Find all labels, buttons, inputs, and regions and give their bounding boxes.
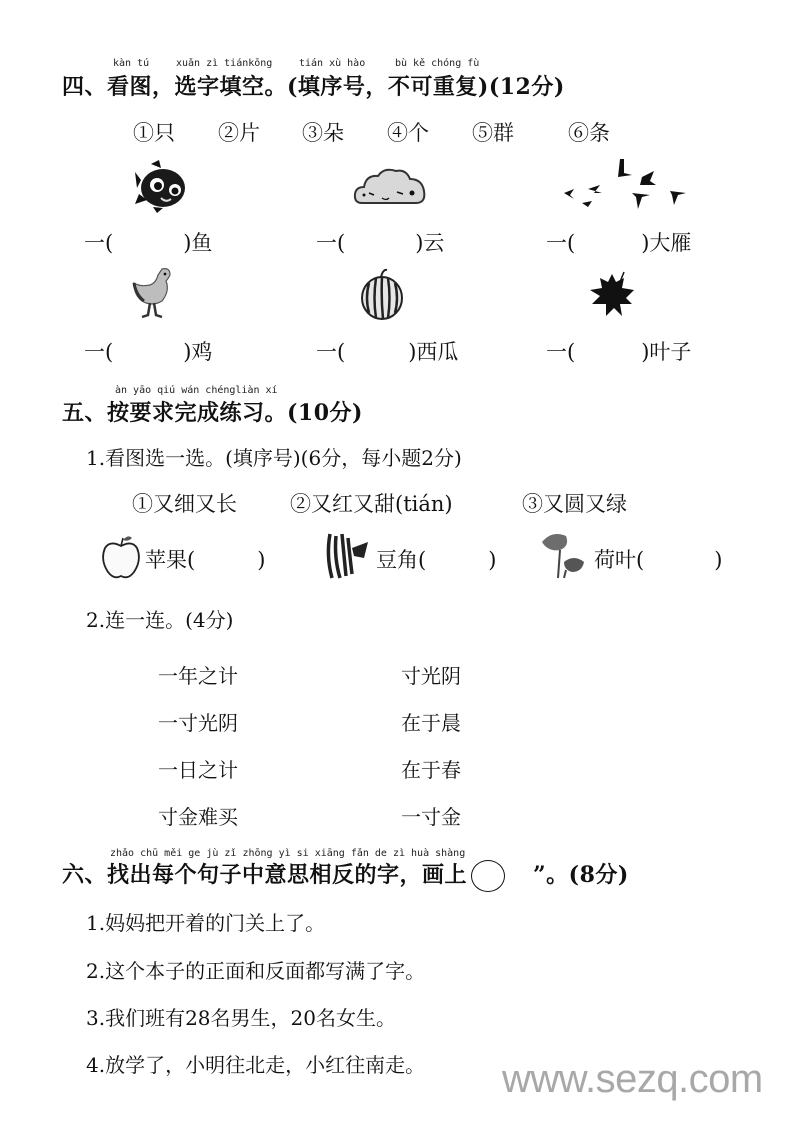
apple-answer: 苹果( ) (145, 548, 266, 572)
option-4: ④个 (387, 121, 429, 145)
q1-option-2: ②又红又甜(tián) (290, 492, 453, 516)
pinyin-tianxuhao: tián xù hào (299, 58, 366, 69)
chicken-icon (130, 265, 178, 321)
circle-mark-icon (471, 860, 505, 892)
fish-icon (133, 158, 191, 214)
option-1: ①只 (133, 121, 175, 145)
cloud-icon (352, 165, 428, 207)
watermark: www.sezq.com (502, 1057, 763, 1101)
blank-leaf: 一( )叶子 (546, 340, 692, 364)
wild-geese-icon (558, 155, 688, 213)
blank-geese: 一( )大雁 (546, 231, 692, 255)
match-left-1[interactable]: 一年之计 (158, 664, 238, 688)
section5-pinyin: àn yāo qiú wán chéngliàn xí (115, 385, 278, 396)
match-left-3[interactable]: 一日之计 (158, 758, 238, 782)
bean-icon (322, 530, 370, 580)
pinyin-kantu: kàn tú (113, 58, 150, 69)
watermelon-icon (359, 267, 405, 321)
q2-title: 2.连一连。(4分) (86, 608, 234, 632)
blank-fish: 一( )鱼 (84, 231, 213, 255)
section6-title: 六、找出每个句子中意思相反的字，画上 ”。(8分) (62, 858, 629, 892)
leaf-icon (586, 270, 640, 318)
apple-icon (100, 532, 142, 580)
option-5: ⑤群 (472, 121, 514, 145)
lotus-leaf-icon (538, 530, 590, 580)
sentence-2[interactable]: 2.这个本子的正面和反面都写满了字。 (86, 959, 426, 983)
match-right-1[interactable]: 寸光阴 (401, 664, 461, 688)
option-2: ②片 (218, 121, 260, 145)
option-6: ⑥条 (568, 121, 610, 145)
q1-title: 1.看图选一选。(填序号)(6分，每小题2分) (86, 446, 462, 470)
section6-pinyin: zhǎo chū měi ge jù zǐ zhōng yì si xiāng fǎn de zì huà shàng (110, 848, 466, 859)
section4-title: 四、看图，选字填空。(填序号，不可重复)(12分) (62, 74, 565, 100)
lotus-answer: 荷叶( ) (594, 548, 723, 572)
pinyin-xuanzi: xuǎn zì tiánkōng (176, 58, 273, 69)
match-right-4[interactable]: 一寸金 (401, 805, 461, 829)
pinyin-bukechongfu: bù kě chóng fù (395, 58, 480, 69)
match-right-3[interactable]: 在于春 (401, 758, 461, 782)
match-right-2[interactable]: 在于晨 (401, 711, 461, 735)
q1-option-3: ③又圆又绿 (522, 492, 627, 516)
blank-chicken: 一( )鸡 (84, 340, 213, 364)
blank-cloud: 一( )云 (316, 231, 445, 255)
sentence-4[interactable]: 4.放学了，小明往北走，小红往南走。 (86, 1053, 426, 1077)
match-left-2[interactable]: 一寸光阴 (158, 711, 238, 735)
q1-option-1: ①又细又长 (132, 492, 237, 516)
sentence-1[interactable]: 1.妈妈把开着的门关上了。 (86, 911, 326, 935)
blank-watermelon: 一( )西瓜 (316, 340, 459, 364)
match-left-4[interactable]: 寸金难买 (158, 805, 238, 829)
bean-answer: 豆角( ) (376, 548, 497, 572)
option-3: ③朵 (302, 121, 344, 145)
sentence-3[interactable]: 3.我们班有28名男生，20名女生。 (86, 1006, 396, 1030)
section5-title: 五、按要求完成练习。(10分) (62, 400, 363, 426)
